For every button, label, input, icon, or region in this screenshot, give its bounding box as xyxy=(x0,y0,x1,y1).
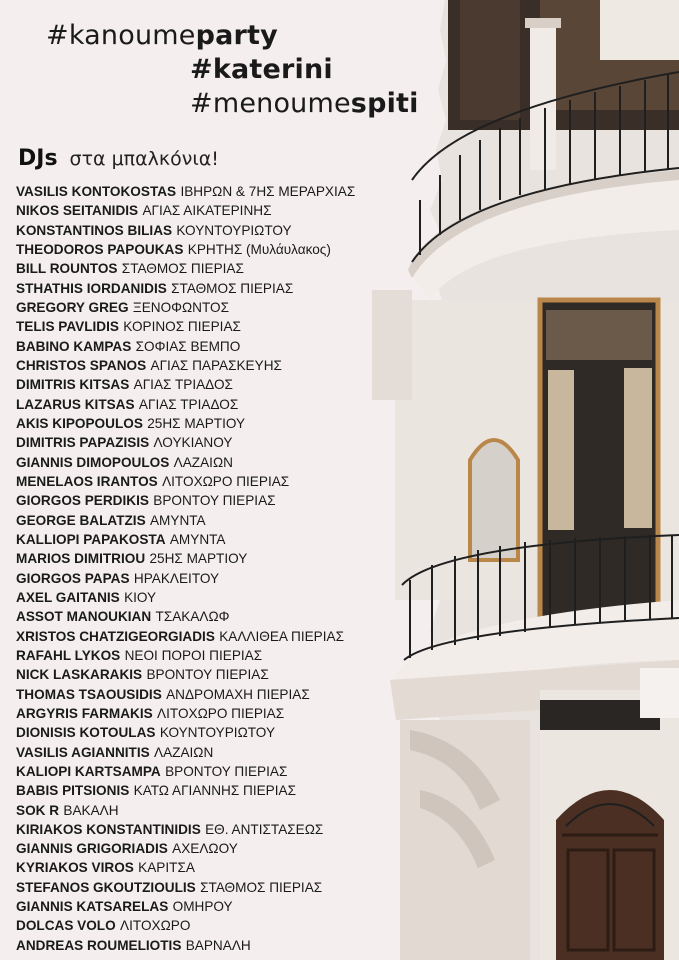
list-item xyxy=(16,588,416,607)
list-item xyxy=(16,240,416,259)
dj-name: KONSTANTINOS BILIAS xyxy=(16,222,173,238)
dj-name: ANDREAS ROUMELIOTIS xyxy=(16,937,182,953)
dj-name: BILL ROUNTOS xyxy=(16,261,118,277)
dj-name: AKIS KIPOPOULOS xyxy=(16,415,143,431)
dj-location: ΚΑΤΩ ΑΓΙΑΝΝΗΣ ΠΙΕΡΙΑΣ xyxy=(133,783,296,799)
dj-location: ΛΑΖΑΙΩΝ xyxy=(173,454,233,470)
dj-location: ΣΟΦΙΑΣ ΒΕΜΠΟ xyxy=(135,338,241,354)
dj-name: RAFAHL LYKOS xyxy=(16,647,121,663)
dj-location: ΒΡΟΝΤΟΥ ΠΙΕΡΙΑΣ xyxy=(146,667,269,683)
dj-location: ΞΕΝΟΦΩΝΤΟΣ xyxy=(132,299,230,315)
dj-name: STHATHIS IORDANIDIS xyxy=(16,280,167,296)
dj-name: ARGYRIS FARMAKIS xyxy=(16,705,153,721)
dj-name: VASILIS AGIANNITIS xyxy=(16,744,150,760)
list-item xyxy=(16,356,416,375)
list-item xyxy=(16,375,416,394)
dj-name: THOMAS TSAOUSIDIS xyxy=(16,686,162,702)
dj-name: GIORGOS PERDIKIS xyxy=(16,493,149,509)
dj-location: ΛΟΥΚΙΑΝΟΥ xyxy=(153,435,233,451)
dj-location: ΣΤΑΘΜΟΣ ΠΙΕΡΙΑΣ xyxy=(171,280,294,296)
dj-name: GREGORY GREG xyxy=(16,299,129,315)
djs-heading xyxy=(18,146,219,171)
list-item xyxy=(16,279,416,298)
dj-location: ΚΟΥΝΤΟΥΡΙΩΤΟΥ xyxy=(159,725,276,741)
list-item xyxy=(16,936,416,955)
dj-name: BABIS PITSIONIS xyxy=(16,783,130,799)
list-item xyxy=(16,665,416,684)
list-item xyxy=(16,916,416,935)
dj-location: 25ΗΣ ΜΑΡΤΙΟΥ xyxy=(147,415,246,431)
dj-location: ΕΘ. ΑΝΤΙΣΤΑΣΕΩΣ xyxy=(205,821,324,837)
dj-location: ΣΤΑΘΜΟΣ ΠΙΕΡΙΑΣ xyxy=(200,879,323,895)
dj-name: GIANNIS GRIGORIADIS xyxy=(16,841,168,857)
dj-name: KALLIOPI PAPAKOSTA xyxy=(16,531,166,547)
list-item xyxy=(16,762,416,781)
list-item xyxy=(16,298,416,317)
dj-name: THEODOROS PAPOUKAS xyxy=(16,241,184,257)
dj-name: DIMITRIS PAPAZISIS xyxy=(16,435,150,451)
list-item xyxy=(16,491,416,510)
list-item xyxy=(16,337,416,356)
dj-name: GIANNIS KATSARELAS xyxy=(16,899,169,915)
list-item xyxy=(16,453,416,472)
list-item xyxy=(16,472,416,491)
dj-name: LAZARUS KITSAS xyxy=(16,396,135,412)
dj-name: NIKOS SEITANIDIS xyxy=(16,203,139,219)
dj-name: TELIS PAVLIDIS xyxy=(16,319,119,335)
dj-location: ΑΜΥΝΤΑ xyxy=(149,512,206,528)
list-item xyxy=(16,395,416,414)
list-item xyxy=(16,820,416,839)
list-item xyxy=(16,607,416,626)
dj-location: ΙΒΗΡΩΝ & 7ΗΣ ΜΕΡΑΡΧΙΑΣ xyxy=(180,184,356,199)
list-item xyxy=(16,781,416,800)
dj-name: CHRISTOS SPANOS xyxy=(16,357,147,373)
list-item xyxy=(16,858,416,877)
dj-location: ΛΙΤΟΧΩΡΟ ΠΙΕΡΙΑΣ xyxy=(162,473,290,489)
dj-location: ΑΧΕΛΩΟΥ xyxy=(172,841,238,857)
dj-location: ΒΑΡΝΑΛΗ xyxy=(185,937,251,953)
hashtag-kanoumeparty: #kanoumeparty xyxy=(46,20,278,51)
dj-location: ΚΟΡΙΝΟΣ ΠΙΕΡΙΑΣ xyxy=(123,319,241,335)
list-item xyxy=(16,897,416,916)
dj-location: ΒΡΟΝΤΟΥ ΠΙΕΡΙΑΣ xyxy=(165,763,288,779)
dj-location: ΗΡΑΚΛΕΙΤΟΥ xyxy=(133,570,220,586)
dj-location: ΛΙΤΟΧΩΡΟ xyxy=(120,918,191,934)
dj-location: ΚΟΥΝΤΟΥΡΙΩΤΟΥ xyxy=(176,222,292,238)
dj-location: ΚΙΟΥ xyxy=(124,589,157,605)
dj-location: ΣΤΑΘΜΟΣ ΠΙΕΡΙΑΣ xyxy=(121,261,244,277)
dj-name: GIORGOS PAPAS xyxy=(16,570,130,586)
dj-name: KALIOPI KARTSAMPA xyxy=(16,763,161,779)
dj-name: AXEL GAITANIS xyxy=(16,589,120,605)
dj-name: KIRIAKOS KONSTANTINIDIS xyxy=(16,821,201,837)
list-item xyxy=(16,549,416,568)
dj-name: KYRIAKOS VIROS xyxy=(16,860,134,876)
dj-location: 25ΗΣ ΜΑΡΤΙΟΥ xyxy=(149,551,248,567)
dj-name: NICK LASKARAKIS xyxy=(16,667,143,683)
dj-location: ΚΡΗΤΗΣ (Μυλάυλακος) xyxy=(187,241,331,257)
hashtag-menoumespiti: #menoumespiti xyxy=(190,88,419,119)
dj-name: MENELAOS IRANTOS xyxy=(16,473,158,489)
dj-location: ΛΑΖΑΙΩΝ xyxy=(154,744,214,760)
list-item xyxy=(16,511,416,530)
dj-name: GEORGE BALATZIS xyxy=(16,512,146,528)
dj-location: ΚΑΛΛΙΘΕΑ ΠΙΕΡΙΑΣ xyxy=(219,628,344,644)
dj-location: ΑΓΙΑΣ ΠΑΡΑΣΚΕΥΗΣ xyxy=(150,357,282,373)
dj-location: ΒΡΟΝΤΟΥ ΠΙΕΡΙΑΣ xyxy=(153,493,276,509)
dj-name: XRISTOS CHATZIGEORGIADIS xyxy=(16,628,215,644)
list-item xyxy=(16,201,416,220)
dj-name: BABINO KAMPAS xyxy=(16,338,132,354)
dj-list xyxy=(16,182,416,955)
dj-location: ΑΝΔΡΟΜΑΧΗ ΠΙΕΡΙΑΣ xyxy=(166,686,310,702)
list-item xyxy=(16,569,416,588)
dj-location: ΤΣΑΚΑΛΩΦ xyxy=(155,609,230,625)
dj-name: ASSOT MANOUKIAN xyxy=(16,609,152,625)
list-item xyxy=(16,221,416,240)
dj-name: VASILIS KONTOKOSTAS xyxy=(16,184,177,199)
dj-location: ΟΜΗΡΟΥ xyxy=(172,899,233,915)
dj-name: DIONISIS KOTOULAS xyxy=(16,725,156,741)
dj-name: GIANNIS DIMOPOULOS xyxy=(16,454,170,470)
list-item xyxy=(16,646,416,665)
dj-location: ΒΑΚΑΛΗ xyxy=(63,802,119,818)
list-item xyxy=(16,839,416,858)
list-item xyxy=(16,433,416,452)
hashtag-katerini: #katerini xyxy=(190,54,333,85)
dj-location: ΑΓΙΑΣ ΑΙΚΑΤΕΡΙΝΗΣ xyxy=(142,203,272,219)
list-item xyxy=(16,530,416,549)
list-item xyxy=(16,743,416,762)
list-item xyxy=(16,723,416,742)
dj-name: STEFANOS GKOUTZIOULIS xyxy=(16,879,196,895)
list-item xyxy=(16,182,416,201)
list-item xyxy=(16,801,416,820)
dj-location: ΑΓΙΑΣ ΤΡΙΑΔΟΣ xyxy=(138,396,239,412)
list-item xyxy=(16,878,416,897)
list-item xyxy=(16,704,416,723)
list-item xyxy=(16,259,416,278)
djs-heading-title: DJs xyxy=(18,146,58,171)
dj-location: ΚΑΡΙΤΣΑ xyxy=(138,860,195,876)
dj-location: ΛΙΤΟΧΩΡΟ ΠΙΕΡΙΑΣ xyxy=(157,705,285,721)
dj-name: SOK R xyxy=(16,802,60,818)
list-item xyxy=(16,685,416,704)
list-item xyxy=(16,627,416,646)
dj-location: ΑΓΙΑΣ ΤΡΙΑΔΟΣ xyxy=(133,377,233,393)
djs-heading-subtitle: στα μπαλκόνια! xyxy=(69,148,219,170)
dj-location: ΑΜΥΝΤΑ xyxy=(169,531,226,547)
list-item xyxy=(16,414,416,433)
list-item xyxy=(16,317,416,336)
dj-location: ΝΕΟΙ ΠΟΡΟΙ ΠΙΕΡΙΑΣ xyxy=(124,647,263,663)
dj-name: DOLCAS VOLO xyxy=(16,918,116,934)
dj-name: DIMITRIS KITSAS xyxy=(16,377,130,393)
dj-name: MARIOS DIMITRIOU xyxy=(16,551,146,567)
